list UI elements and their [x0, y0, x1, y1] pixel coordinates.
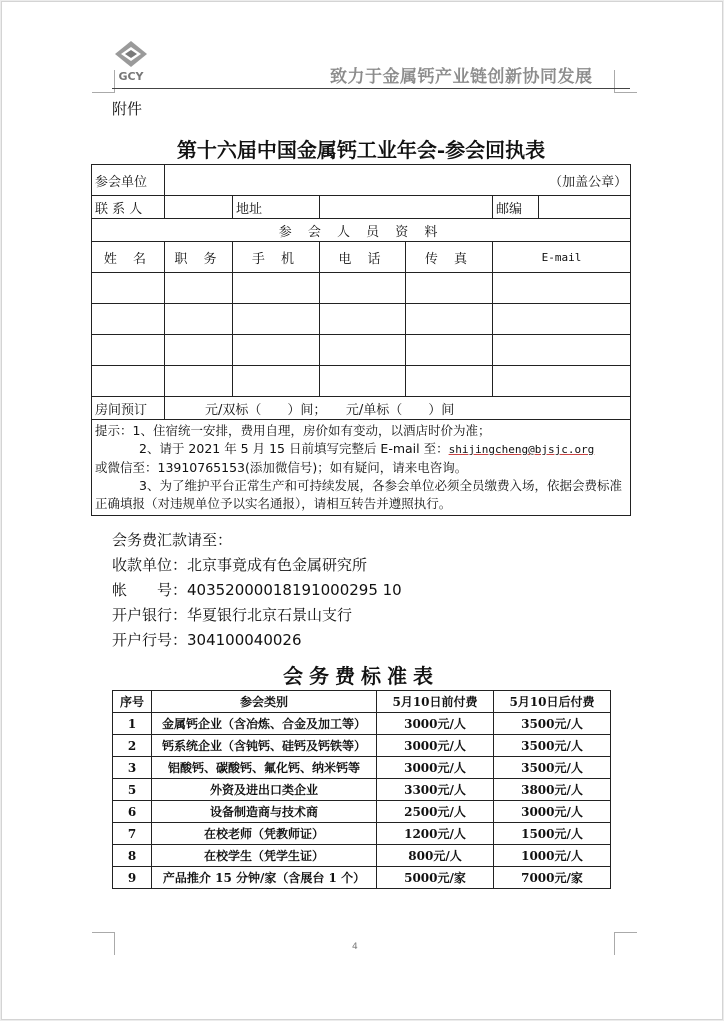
position-cell[interactable] [165, 366, 233, 397]
fee-late: 3500元/人 [494, 735, 611, 757]
phone-cell[interactable] [320, 335, 406, 366]
fee-late: 1500元/人 [494, 823, 611, 845]
fee-category: 铝酸钙、碳酸钙、氟化钙、纳米钙等 [152, 757, 377, 779]
fee-row [113, 735, 611, 757]
account-number: 帐 号：40352000018191000295 10 [112, 581, 402, 599]
col-position: 职 务 [165, 242, 233, 273]
fee-no: 7 [113, 823, 152, 845]
fee-late: 1000元/人 [494, 845, 611, 867]
fee-category: 设备制造商与技术商 [152, 801, 377, 823]
fee-category: 在校学生（凭学生证） [152, 845, 377, 867]
fee-early: 3300元/人 [377, 779, 494, 801]
contact-label: 联 系 人 [92, 196, 165, 219]
col-email: E-mail [493, 242, 631, 273]
note-2 [95, 440, 627, 459]
mobile-cell[interactable] [233, 366, 320, 397]
name-cell[interactable] [92, 366, 165, 397]
fee-late: 3500元/人 [494, 713, 611, 735]
position-cell[interactable] [165, 273, 233, 304]
position-cell[interactable] [165, 304, 233, 335]
fee-header-category: 参会类别 [152, 691, 377, 713]
fee-early: 800元/人 [377, 845, 494, 867]
fee-table [112, 690, 611, 889]
crop-mark [614, 70, 637, 93]
fee-row [113, 779, 611, 801]
fee-early: 2500元/人 [377, 801, 494, 823]
header-slogan: 致力于金属钙产业链创新协同发展 [330, 67, 593, 87]
fee-table-title: 会务费标准表 [283, 664, 439, 688]
fee-early: 1200元/人 [377, 823, 494, 845]
contact-email[interactable]: shijingcheng@bjsjc.org [448, 443, 595, 456]
unit-field[interactable] [165, 165, 631, 196]
crop-mark [92, 932, 115, 955]
fee-row [113, 757, 611, 779]
fee-no: 5 [113, 779, 152, 801]
note-2-text: 2、请于 2021 年 5 月 15 日前填写完整后 E-mail 至： [139, 441, 449, 456]
name-cell[interactable] [92, 273, 165, 304]
fax-cell[interactable] [406, 335, 493, 366]
fee-header-late: 5月10日后付费 [494, 691, 611, 713]
fee-late: 3500元/人 [494, 757, 611, 779]
contact-field[interactable] [165, 196, 233, 219]
mobile-cell[interactable] [233, 304, 320, 335]
attendee-row [92, 335, 631, 366]
fee-category: 钙系统企业（含钝钙、硅钙及钙铁等） [152, 735, 377, 757]
attendee-row [92, 366, 631, 397]
fee-late: 3800元/人 [494, 779, 611, 801]
seal-note: （加盖公章） [549, 174, 628, 190]
unit-label: 参会单位 [92, 165, 165, 196]
fee-row [113, 801, 611, 823]
bank-name: 开户银行：华夏银行北京石景山支行 [112, 606, 353, 624]
fee-early: 3000元/人 [377, 713, 494, 735]
room-label: 房间预订 [92, 397, 165, 420]
fee-no: 9 [113, 867, 152, 889]
fee-late: 7000元/家 [494, 867, 611, 889]
name-cell[interactable] [92, 335, 165, 366]
fee-no: 1 [113, 713, 152, 735]
note-1: 提示：1、住宿统一安排，费用自理，房价如有变动，以酒店时价为准； [95, 423, 491, 438]
registration-form [91, 164, 631, 516]
col-phone: 电 话 [320, 242, 406, 273]
email-cell[interactable] [493, 366, 631, 397]
fee-no: 3 [113, 757, 152, 779]
fee-late: 3000元/人 [494, 801, 611, 823]
fee-early: 3000元/人 [377, 735, 494, 757]
fee-row [113, 845, 611, 867]
attendee-row [92, 273, 631, 304]
address-label: 地址 [233, 196, 320, 219]
fee-no: 8 [113, 845, 152, 867]
email-cell[interactable] [493, 335, 631, 366]
name-cell[interactable] [92, 304, 165, 335]
col-name: 姓 名 [92, 242, 165, 273]
fax-cell[interactable] [406, 366, 493, 397]
attendee-row [92, 304, 631, 335]
fee-category: 金属钙企业（含冶炼、合金及加工等） [152, 713, 377, 735]
fee-header-early: 5月10日前付费 [377, 691, 494, 713]
fee-no: 6 [113, 801, 152, 823]
phone-cell[interactable] [320, 304, 406, 335]
notes-cell [92, 420, 631, 516]
phone-cell[interactable] [320, 273, 406, 304]
note-2-cont: 或微信至：13910765153(添加微信号)；如有疑问，请来电咨询。 [95, 460, 468, 475]
header-divider [112, 88, 630, 89]
logo-text: GCY [118, 70, 144, 82]
fee-early: 5000元/家 [377, 867, 494, 889]
fee-row [113, 823, 611, 845]
attachment-label: 附件 [112, 100, 143, 118]
fax-cell[interactable] [406, 304, 493, 335]
phone-cell[interactable] [320, 366, 406, 397]
fee-header-no: 序号 [113, 691, 152, 713]
fee-no: 2 [113, 735, 152, 757]
payment-intro: 会务费汇款请至： [112, 531, 233, 549]
fee-category: 产品推介 15 分钟/家（含展台 1 个） [152, 867, 377, 889]
address-field[interactable] [320, 196, 493, 219]
position-cell[interactable] [165, 335, 233, 366]
col-mobile: 手 机 [233, 242, 320, 273]
form-title: 第十六届中国金属钙工业年会-参会回执表 [176, 138, 546, 162]
mobile-cell[interactable] [233, 335, 320, 366]
postcode-field[interactable] [539, 196, 631, 219]
fee-row [113, 867, 611, 889]
email-cell[interactable] [493, 273, 631, 304]
fee-early: 3000元/人 [377, 757, 494, 779]
company-logo [108, 40, 154, 82]
col-fax: 传 真 [406, 242, 493, 273]
postcode-label: 邮编 [493, 196, 539, 219]
note-3: 3、为了维护平台正常生产和可持续发展，各参会单位必须全员缴费入场，依据会费标准正确填报（对违规单位予以实名通报），请相互转告并遵照执行。 [95, 478, 622, 511]
payment-info [112, 528, 402, 653]
mobile-cell[interactable] [233, 273, 320, 304]
fax-cell[interactable] [406, 273, 493, 304]
crop-mark [614, 932, 637, 955]
attendee-section-heading: 参 会 人 员 资 料 [92, 219, 631, 242]
email-cell[interactable] [493, 304, 631, 335]
fee-category: 外资及进出口类企业 [152, 779, 377, 801]
payee: 收款单位：北京事竟成有色金属研究所 [112, 556, 368, 574]
room-booking-field[interactable]: 元/双标（ ）间； 元/单标（ ）间 [165, 397, 631, 420]
bank-number: 开户行号：304100040026 [112, 631, 302, 649]
fee-category: 在校老师（凭教师证） [152, 823, 377, 845]
page-number: 4 [352, 942, 358, 952]
fee-row [113, 713, 611, 735]
